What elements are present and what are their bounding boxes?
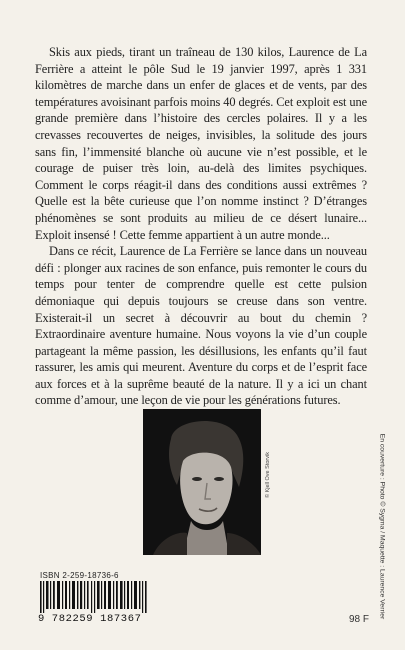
cover-credit	[377, 428, 387, 628]
author-photo	[143, 409, 261, 555]
photo-credit	[262, 426, 270, 526]
photo-credit-text: © Kjell Ove Storvik	[265, 452, 271, 498]
barcode-number: 9 782259 187367	[38, 613, 142, 625]
blurb-paragraph: Skis aux pieds, tirant un traîneau de 130 kilos, Laurence de La Ferrière a atteint le pôle Sud le 19 janvier 1997, après 1 331 kilomètres de marche dans un enfer de glaces et de vents, par des températures avoisinant parfois moins 40 degrés. Cet exploit est une grande première dans l’histoire des cercles polaires. Il y a les crevasses recouvertes de neiges, invisibles, la solitude des jours sans fin, l’immensité blanche où aucune vie n’est possible, et le courage de puiser très loin, au-delà des limites psychiques. Comment le corps réagit-il dans des conditions aussi extrêmes ? Quelle est la bête curieuse que l’on nomme instinct ? D’étranges phénomènes se sont produits au milieu de ce désert lunaire... Exploit insensé ! Cette femme appartient à un autre monde...	[35, 45, 367, 242]
blurb	[35, 44, 367, 409]
blurb-paragraph: Dans ce récit, Laurence de La Ferrière se lance dans un nouveau défi : plonger aux racines de son enfance, puis remonter le cours du temps pour tenter de comprendre quelle est cette pulsion démoniaque qui depuis toujours se creuse dans son ventre. Existerait-il un secret à découvrir au bout du chemin ? Extraordinaire aventure humaine. Nous voyons la vie d’un couple partageant la même passion, les désillusions, les enfants qu’il faut rassurer, les amis qui meurent. Aventure du corps et de l’esprit face aux forces et à la suprême beauté de la nature. Il y a ici un chant comme d’amour, une leçon de vie pour les générations futures.	[35, 244, 367, 408]
cover-credit-text: En couverture : Photo © Sygma / Maquette : Laurence Verrier	[378, 433, 386, 620]
isbn: ISBN 2-259-18736-6	[40, 571, 119, 580]
barcode	[40, 581, 150, 613]
price: 98 F	[349, 614, 370, 625]
